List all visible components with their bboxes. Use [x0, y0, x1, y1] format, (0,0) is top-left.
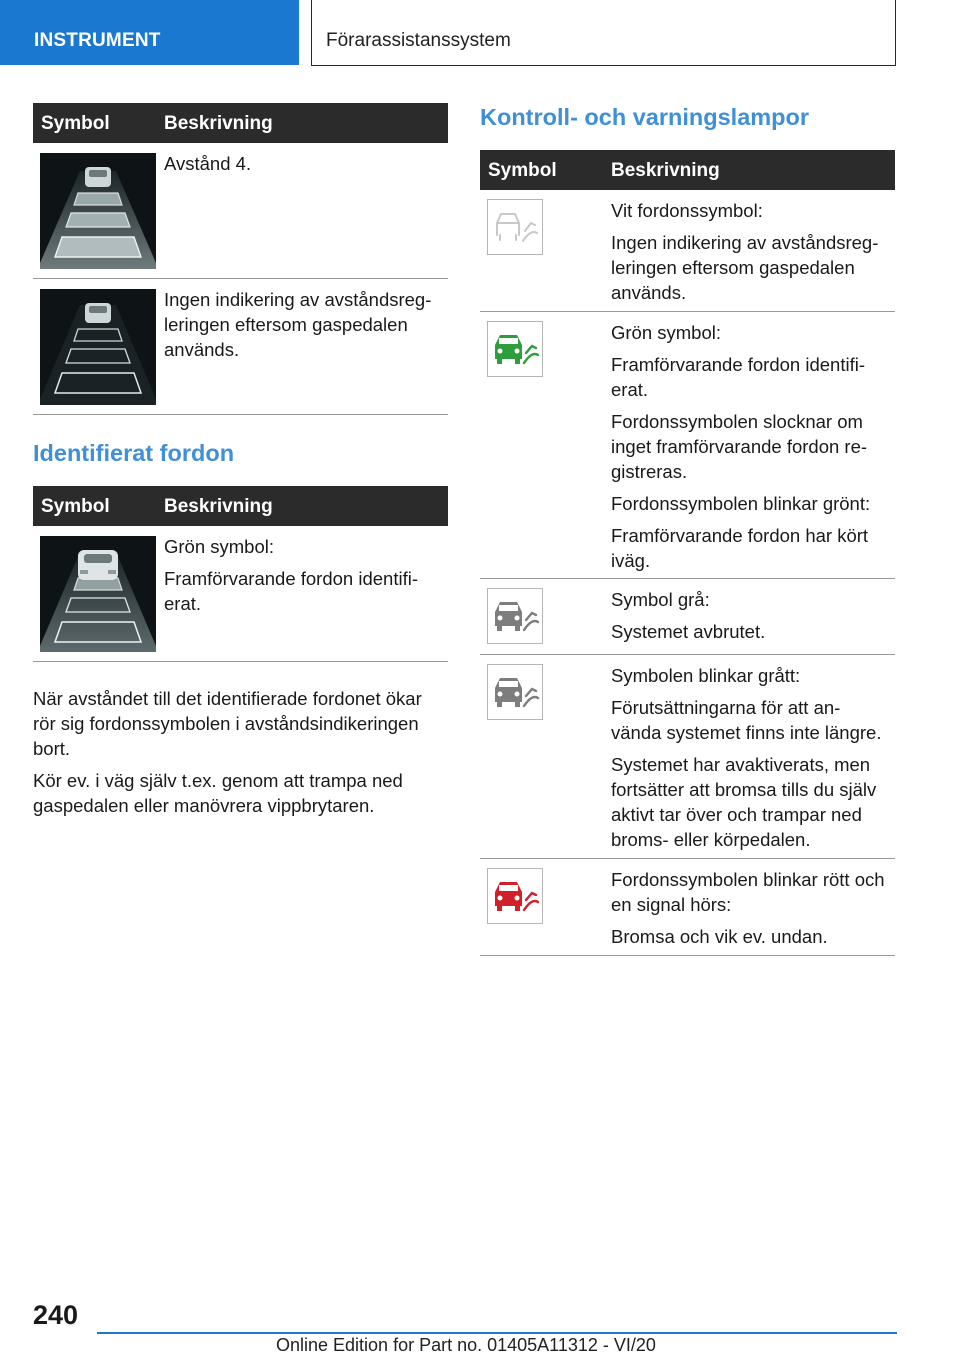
- table-row: [33, 526, 448, 662]
- row-description: Symbol grå:: [611, 589, 710, 610]
- table-row: [33, 143, 448, 279]
- table-row: [480, 655, 895, 859]
- table-row: [33, 279, 448, 415]
- body-paragraph: När avståndet till det identifierade fordonet ökar rör sig fordonssymbolen i avståndsindikeringen bort.: [33, 688, 422, 759]
- vehicle-distance-icon-white: [487, 199, 543, 255]
- row-description: Grön symbol:: [611, 322, 722, 343]
- row-description: Vit fordonssymbol:: [611, 200, 763, 221]
- row-description: Framförvarande fordon identifi-erat.: [611, 354, 865, 400]
- distance-4-illustration: [40, 153, 156, 269]
- header-chapter-label: Förarassistanssystem: [326, 30, 511, 51]
- body-paragraph: Kör ev. i väg själv t.ex. genom att trampa ned gaspedalen eller manövrera vippbrytaren.: [33, 770, 403, 816]
- col-symbol-header: Symbol: [41, 113, 110, 134]
- footer-divider: [97, 1332, 897, 1334]
- distance-table: [33, 103, 448, 415]
- row-description: Grön symbol:: [164, 536, 275, 557]
- footer-edition: Online Edition for Part no. 01405A11312 - VI/20: [276, 1335, 656, 1355]
- vehicle-distance-icon-grey-blinking: [487, 664, 543, 720]
- section-title-lamps: Kontroll- och varningslampor: [480, 104, 810, 130]
- col-symbol-header: Symbol: [41, 496, 110, 517]
- page-number: 240: [33, 1300, 79, 1330]
- lamps-table: [480, 150, 895, 956]
- table-row: [480, 190, 895, 312]
- row-description: Ingen indikering av avståndsreg-leringen eftersom gaspedalen används.: [164, 289, 432, 360]
- row-description: Systemet har avaktiverats, men fortsätter att bromsa tills du själv aktivt tar över och trampar ned broms- eller körpedalen.: [611, 754, 877, 850]
- row-description: Fordonssymbolen slocknar om inget framförvarande fordon re-gistreras.: [611, 411, 868, 482]
- header-section-tab: [0, 0, 299, 65]
- row-description: Symbolen blinkar grått:: [611, 665, 801, 686]
- row-description: Framförvarande fordon identifi-erat.: [164, 568, 418, 614]
- section-title-identified: Identifierat fordon: [33, 440, 235, 466]
- col-symbol-header: Symbol: [488, 160, 557, 181]
- distance-no-indication-illustration: [40, 289, 156, 405]
- header-chapter-box: [311, 0, 896, 66]
- identified-table: [33, 486, 448, 662]
- row-description: Avstånd 4.: [164, 153, 252, 174]
- row-description: Ingen indikering av avståndsreg-leringen eftersom gaspedalen används.: [611, 232, 879, 303]
- vehicle-distance-icon-grey: [487, 588, 543, 644]
- col-description-header: Beskrivning: [611, 160, 720, 181]
- row-description: Systemet avbrutet.: [611, 621, 766, 642]
- table-row: [480, 312, 895, 579]
- row-description: Bromsa och vik ev. undan.: [611, 926, 828, 947]
- vehicle-distance-icon-green: [487, 321, 543, 377]
- identified-body-text: [33, 686, 443, 825]
- col-description-header: Beskrivning: [164, 113, 273, 134]
- col-description-header: Beskrivning: [164, 496, 273, 517]
- table-header: [33, 486, 448, 526]
- table-row: [480, 579, 895, 655]
- table-row: [480, 859, 895, 956]
- row-description: Fordonssymbolen blinkar grönt:: [611, 493, 871, 514]
- row-description: Framförvarande fordon har kört iväg.: [611, 525, 869, 571]
- table-header: [480, 150, 895, 190]
- header-section-label: INSTRUMENT: [34, 30, 161, 51]
- row-description: Fordonssymbolen blinkar rött och en signal hörs:: [611, 869, 885, 915]
- table-header: [33, 103, 448, 143]
- row-description: Förutsättningarna för att an-vända systemet finns inte längre.: [611, 697, 882, 743]
- identified-vehicle-illustration: [40, 536, 156, 652]
- vehicle-distance-icon-red: [487, 868, 543, 924]
